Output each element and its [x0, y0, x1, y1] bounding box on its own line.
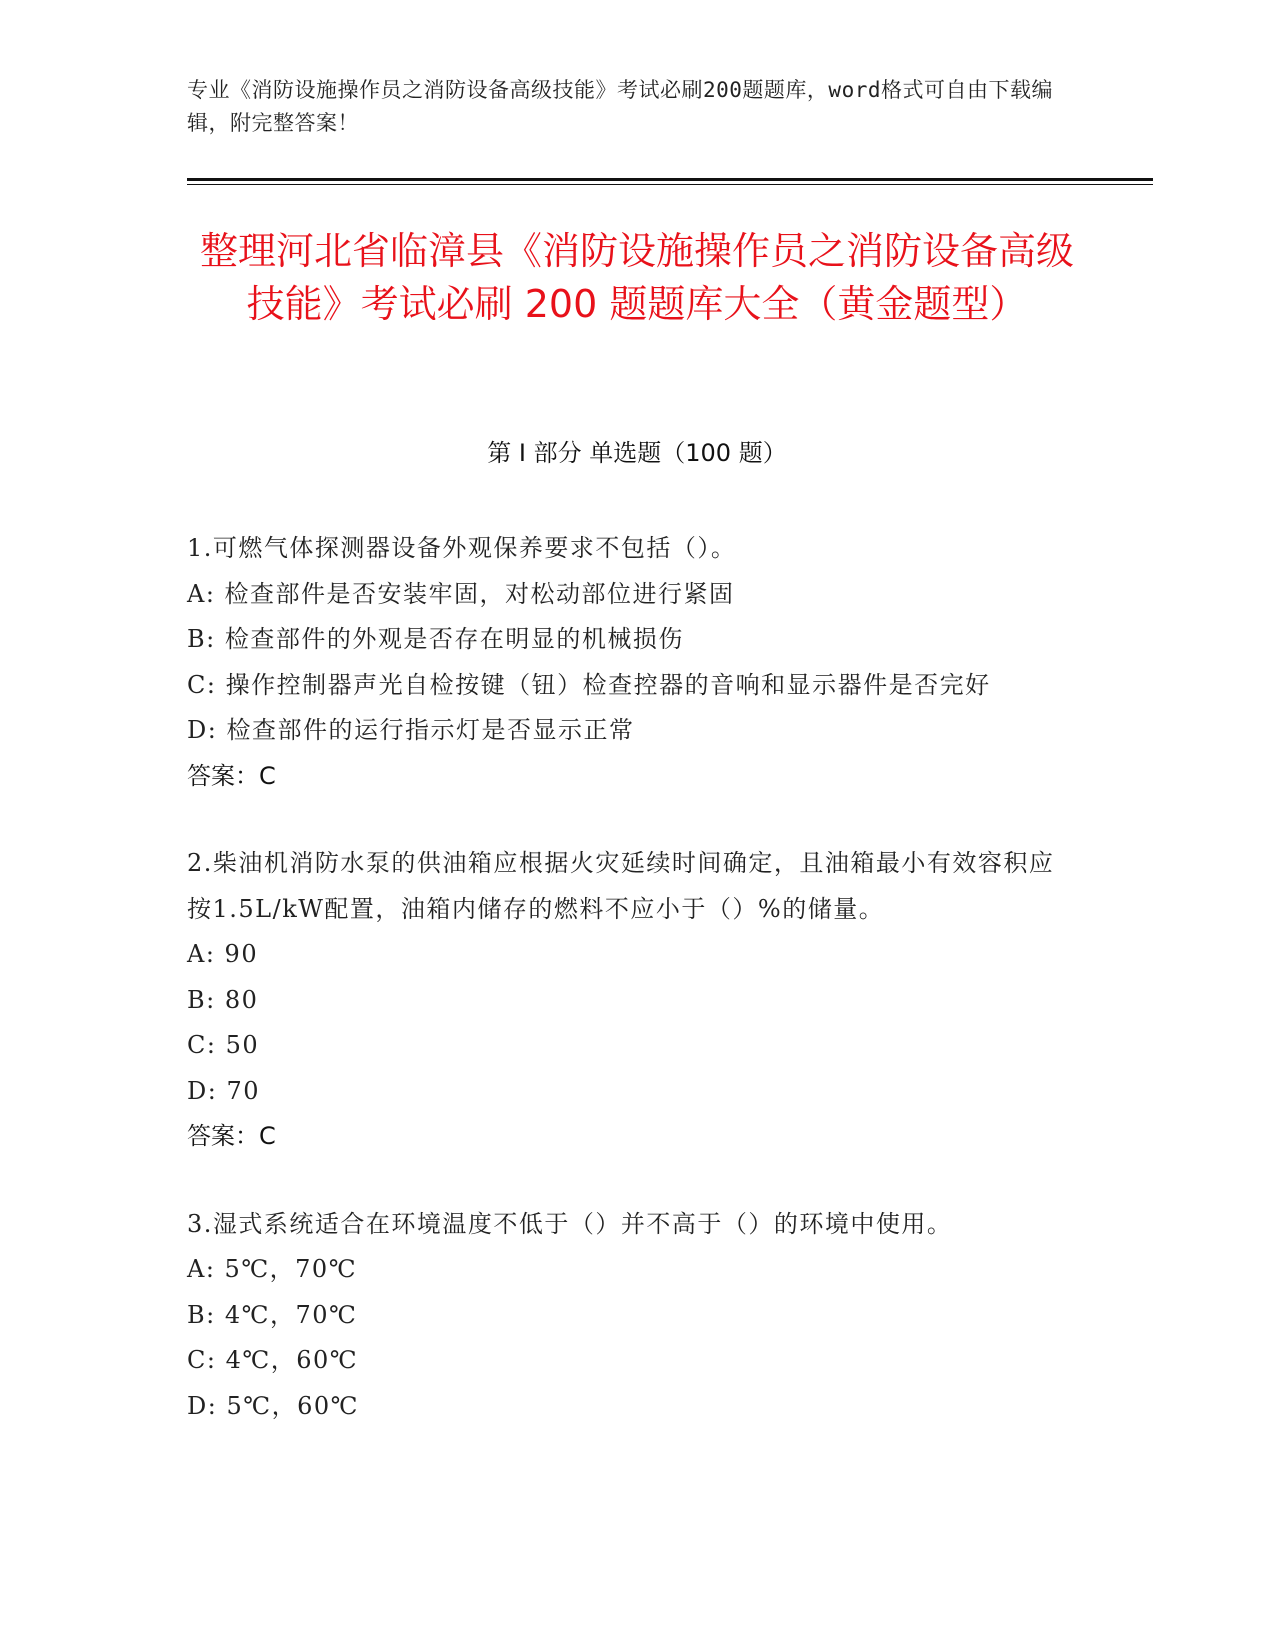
document-title: 整理河北省临漳县《消防设施操作员之消防设备高级技能》考试必刷 200 题题库大全（黄金题型） — [199, 229, 1074, 326]
option-a: A: 检查部件是否安装牢固，对松动部位进行紧固 — [187, 579, 735, 608]
option-a: A: 90 — [187, 940, 259, 968]
question-3 — [187, 1202, 1067, 1430]
question-stem: 3.湿式系统适合在环境温度不低于（）并不高于（）的环境中使用。 — [187, 1209, 953, 1238]
option-b: B: 检查部件的外观是否存在明显的机械损伤 — [187, 625, 684, 653]
section-heading: 第 I 部分 单选题（100 题） — [487, 439, 787, 467]
option-c: C: 操作控制器声光自检按键（钮）检查控器的音响和显示器件是否完好 — [187, 670, 991, 699]
header-divider-thin — [187, 184, 1153, 185]
option-d: D: 5℃，60℃ — [187, 1391, 359, 1420]
header-note: 专业《消防设施操作员之消防设备高级技能》考试必刷200题题库，word格式可自由下载编辑，附完整答案！ — [187, 78, 1053, 135]
answer: 答案：C — [187, 1122, 276, 1150]
question-list — [187, 526, 1067, 1471]
option-c: C: 50 — [187, 1031, 260, 1059]
option-b: B: 80 — [187, 985, 259, 1014]
question-stem: 1.可燃气体探测器设备外观保养要求不包括（）。 — [187, 534, 737, 562]
option-d: D: 70 — [187, 1076, 260, 1105]
option-b: B: 4℃，70℃ — [187, 1300, 358, 1329]
header-divider-thick — [187, 178, 1153, 181]
question-1 — [187, 526, 1067, 799]
question-stem: 2.柴油机消防水泵的供油箱应根据火灾延续时间确定，且油箱最小有效容积应按1.5L/kW配置，油箱内储存的燃料不应小于（）%的储量。 — [187, 849, 1055, 923]
option-d: D: 检查部件的运行指示灯是否显示正常 — [187, 716, 635, 744]
option-a: A: 5℃，70℃ — [187, 1255, 358, 1283]
option-c: C: 4℃，60℃ — [187, 1346, 359, 1374]
answer: 答案：C — [187, 761, 276, 790]
question-2 — [187, 841, 1067, 1160]
